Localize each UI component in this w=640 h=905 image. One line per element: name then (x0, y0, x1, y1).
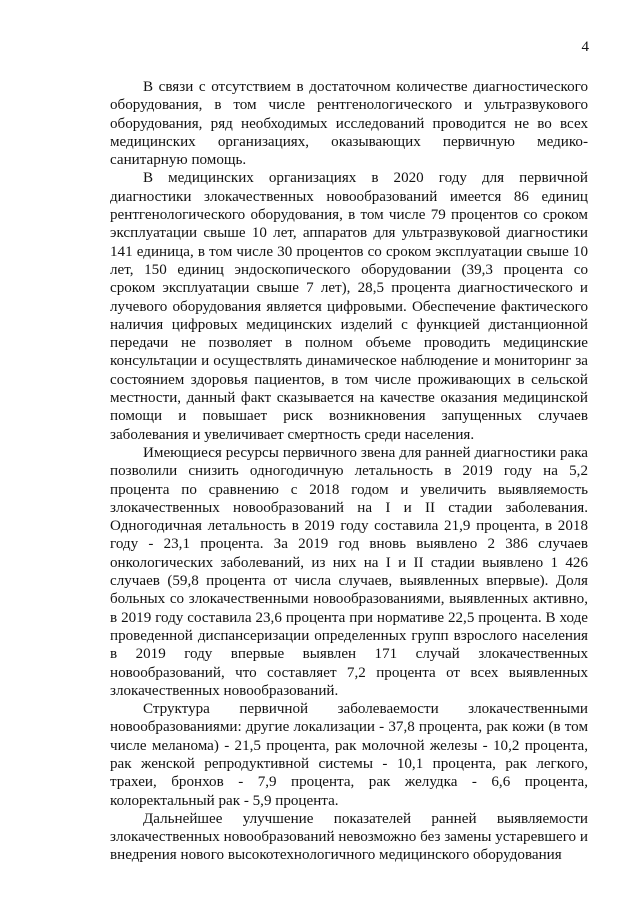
body-text (110, 78, 588, 865)
paragraph-morbidity-structure: Структура первичной заболеваемости злокачественными новообразованиями: другие локализации - 37,8 процента, рак кожи (в том числе меланома) - 21,5 процента, рак молочной железы - 10,2 процента, рак женской репродуктивной системы - 10,1 процента, рак легкого, трахеи, бронхов - 7,9 процента, рак желудка - 6,6 процента, колоректальный рак - 5,9 процента. (110, 701, 588, 809)
paragraph-early-diagnostics-results: Имеющиеся ресурсы первичного звена для ранней диагностики рака позволили снизить одногодичную летальность в 2019 году на 5,2 процента по сравнению с 2018 годом и увеличить выявляемость злокачественных новообразований на I и II стадии заболевания. Одногодичная летальность в 2019 году составила 21,9 процента, в 2018 году - 23,1 процента. За 2019 год вновь выявлено 2 386 случаев онкологических заболеваний, из них на I и II стадии выявлено 1 426 случаев (59,8 процента от числа случаев, выявленных впервые). Доля больных со злокачественными новообразованиями, выявленных активно, в 2019 году составила 23,6 процента при нормативе 22,5 процента. В ходе проведенной диспансеризации определенных групп взрослого населения в 2019 году впервые выявлен 171 случай злокачественных новообразований, что составляет 7,2 процента от всех выявленных злокачественных новообразований. (110, 444, 588, 699)
paragraph-diagnostic-equipment-shortage: В связи с отсутствием в достаточном количестве диагностического оборудования, в том числе рентгенологического и ультразвукового оборудования, ряд необходимых исследований проводится не во всех медицинских организациях, оказывающих первичную медико-санитарную помощь. (110, 79, 588, 169)
paragraph-further-improvement: Дальнейшее улучшение показателей ранней выявляемости злокачественных новообразований невозможно без замены устаревшего и внедрения нового высокотехнологичного медицинского оборудования (110, 810, 588, 864)
paragraph-equipment-statistics: В медицинских организациях в 2020 году для первичной диагностики злокачественных новообразований имеется 86 единиц рентгенологического оборудования, в том числе 79 процентов со сроком эксплуатации свыше 10 лет, аппаратов для ультразвуковой диагностики 141 единица, в том числе 30 процентов со сроком эксплуатации свыше 10 лет, 150 единиц эндоскопического оборудовании (39,3 процента со сроком эксплуатации свыше 7 лет), 28,5 процента диагностического и лучевого оборудования является цифровыми. Обеспечение фактического наличия цифровых медицинских изделий с функцией дистанционной передачи не позволяет в полном объеме проводить медицинские консультации и осуществлять динамическое наблюдение и мониторинг за состоянием здоровья пациентов, в том числе проживающих в сельской местности, данный факт сказывается на качестве оказания медицинской помощи и повышает риск возникновения запущенных случаев заболевания и увеличивает смертность среди населения. (110, 170, 588, 443)
page-number: 4 (581, 39, 589, 55)
